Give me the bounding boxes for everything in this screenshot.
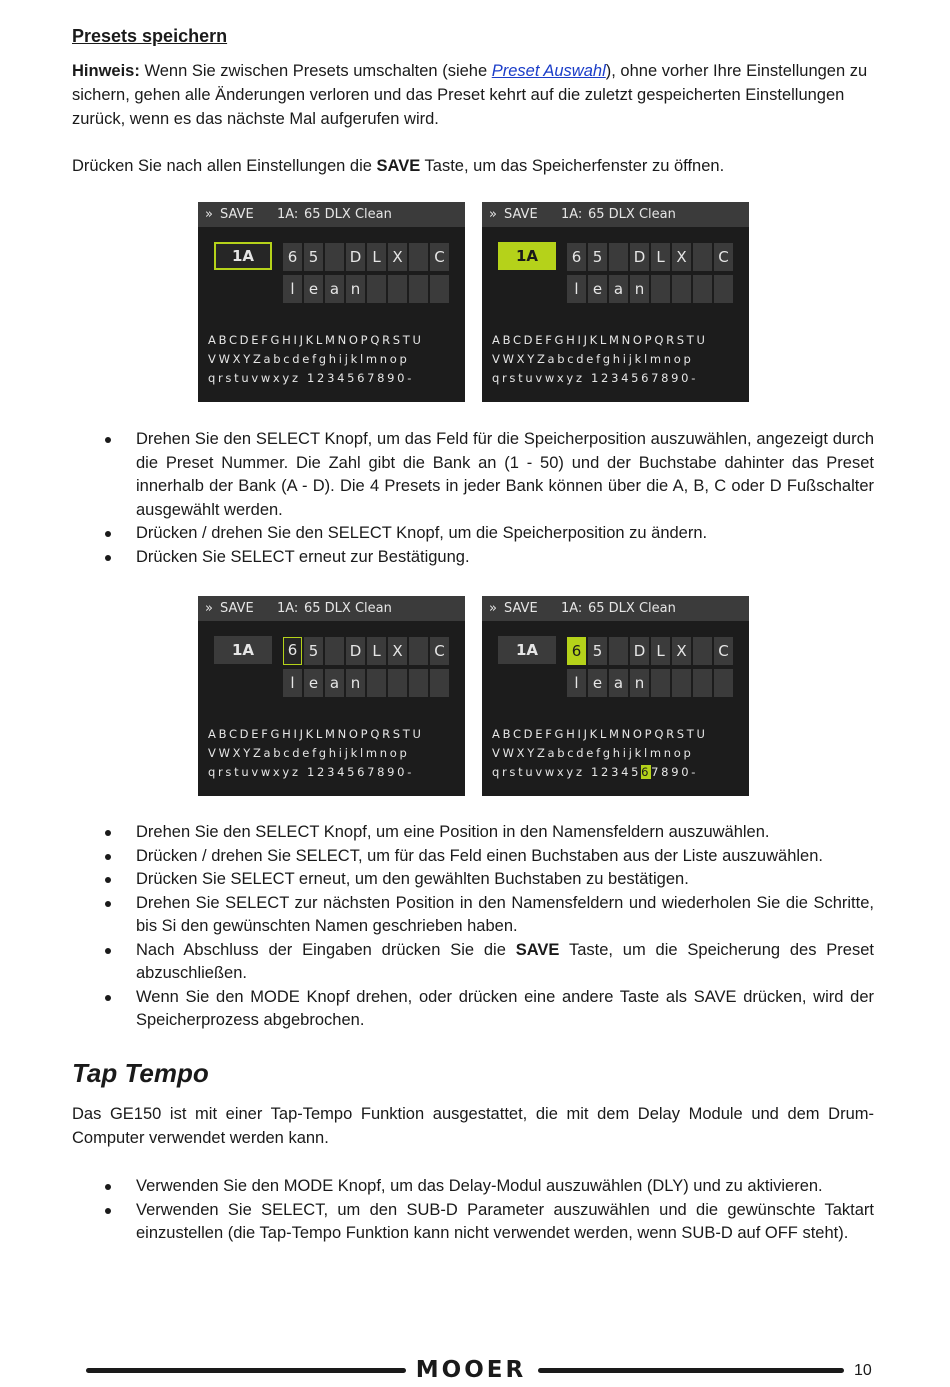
lcd-name-cell: n [630,275,649,303]
lcd-name-cell: 5 [588,243,607,271]
lcd-name-cell [693,243,712,271]
lcd-name-cell: 5 [304,637,323,665]
lcd-name-cell: 5 [588,637,607,665]
lcd-save-label: SAVE [504,207,538,222]
bullet-item: Drücken / drehen Sie SELECT, um für das Feld einen Buchstaben aus der Liste auszuwählen. [72,845,874,869]
lcd-name-cell: C [714,243,733,271]
lcd-preset-name: 65 DLX Clean [588,601,676,616]
lcd-name-cell: e [304,669,323,697]
lcd-name-cell: n [346,275,365,303]
lcd-name-cell: e [304,275,323,303]
lcd-name-cell: a [325,275,344,303]
double-chevron-icon: » [489,207,497,222]
lcd-name-cell [693,275,712,303]
lcd-name-grid [283,637,451,699]
lcd-preset-name: 65 DLX Clean [304,207,392,222]
lcd-name-cell: a [325,669,344,697]
lcd-name-cell: C [430,243,449,271]
page-number: 10 [854,1362,872,1379]
lcd-name-cell [367,275,386,303]
lcd-screens-row-2 [198,596,750,797]
lcd-name-cell: L [367,243,386,271]
lcd-name-cell: D [630,243,649,271]
lcd-screen-char-outline [198,596,465,796]
mooer-logo: MOOER [415,1357,527,1383]
lcd-name-cell [714,669,733,697]
footer-rule-left [86,1368,406,1373]
lcd-name-cell [672,669,691,697]
lcd-name-cell [409,243,428,271]
lcd-slot-field: 1A [498,636,556,664]
bullet-item: Drücken / drehen Sie den SELECT Knopf, um die Speicherposition zu ändern. [72,522,874,546]
lcd-preset-name: 65 DLX Clean [588,207,676,222]
bullet-text-end: Taste, um die Speicherung des Preset abzuschließen. [136,940,874,982]
lcd-name-cell: a [609,669,628,697]
lcd-name-grid [283,243,451,305]
bullet-text-start: Nach Abschluss der Eingaben drücken Sie die [136,940,516,959]
lcd-name-cell [672,275,691,303]
lcd-header [198,596,465,621]
lcd-name-cell [609,637,628,665]
lcd-name-cell [430,275,449,303]
lcd-name-cell: 6 [283,637,302,665]
note-text-start: Wenn Sie zwischen Presets umschalten (siehe [139,62,492,80]
lcd-name-cell [609,243,628,271]
lcd-name-cell: D [630,637,649,665]
lcd-save-label: SAVE [220,207,254,222]
section-heading-tap-tempo: Tap Tempo [72,1058,209,1088]
lcd-char-row: VWXYZabcdefghijklmnop [208,352,410,366]
lcd-char-row: qrstuvwxyz 1234567890- [492,371,699,385]
lcd-char-row: VWXYZabcdefghijklmnop [492,746,694,760]
lcd-char-row: qrstuvwxyz 1234567890- [208,371,415,385]
lcd-preset-id: 1A: [561,601,583,616]
lcd-char-row: qrstuvwxyz 1234567890- [208,765,415,779]
page-footer [0,1355,950,1387]
lcd-screen-slot-outline [198,202,465,402]
bullet-list-2 [72,821,874,1033]
lcd-name-cell: a [609,275,628,303]
lcd-name-cell: C [714,637,733,665]
double-chevron-icon: » [205,601,213,616]
lcd-name-cell [367,669,386,697]
lcd-name-cell [409,275,428,303]
tap-tempo-intro: Das GE150 ist mit einer Tap-Tempo Funktion ausgestattet, die mit dem Delay Module und dem Drum-Computer verwendet werden kann. [72,1105,874,1147]
lcd-name-cell: l [567,275,586,303]
lcd-name-cell: X [388,637,407,665]
lcd-name-cell [693,669,712,697]
lcd-screen-slot-selected [482,202,749,402]
bullet-item: Wenn Sie den MODE Knopf drehen, oder drücken eine andere Taste als SAVE drücken, wird der Speicherprozess abgebrochen. [72,986,874,1033]
lcd-char-row: ABCDEFGHIJKLMNOPQRSTU [492,333,708,347]
lcd-name-cell [714,275,733,303]
bullet-item: Drehen Sie SELECT zur nächsten Position in den Namensfeldern und wiederholen Sie die Schritte, bis Si den gewünschten Namen geschrieben haben. [72,892,874,939]
lcd-name-cell: 6 [567,243,586,271]
lcd-char-row: ABCDEFGHIJKLMNOPQRSTU [492,727,708,741]
lcd-preset-name: 65 DLX Clean [304,601,392,616]
lcd-char-row: ABCDEFGHIJKLMNOPQRSTU [208,333,424,347]
lcd-name-cell [388,669,407,697]
save-instruction-paragraph [72,154,874,178]
lcd-save-label: SAVE [504,601,538,616]
lcd-name-cell: e [588,669,607,697]
lcd-char-row: VWXYZabcdefghijklmnop [208,746,410,760]
save-keyword: SAVE [515,940,560,959]
lcd-name-cell [388,275,407,303]
lcd-preset-id: 1A: [561,207,583,222]
lcd-name-grid [567,637,735,699]
lcd-char-row: qrstuvwxyz 1234567890- [492,765,699,779]
bullet-item: Drehen Sie den SELECT Knopf, um eine Position in den Namensfeldern auszuwählen. [72,821,874,845]
bullet-item: Drücken Sie SELECT erneut, um den gewählten Buchstaben zu bestätigen. [72,868,874,892]
bullet-item: Verwenden Sie SELECT, um den SUB-D Parameter auszuwählen und die gewünschte Taktart einzustellen (die Tap-Tempo Funktion kann nicht verwendet werden, wenn SUB-D auf OFF steht). [72,1199,874,1246]
lcd-name-cell: 6 [283,243,302,271]
lcd-header [198,202,465,227]
note-text-end: ), ohne vorher Ihre Einstellungen zu sichern, gehen alle Änderungen verloren und das Preset kehrt auf die zuletzt gespeicherten Einstellungen zurück, wenn es das nächste Mal aufgerufen wird. [72,62,868,128]
double-chevron-icon: » [205,207,213,222]
lcd-char-row: VWXYZabcdefghijklmnop [492,352,694,366]
lcd-name-cell: X [388,243,407,271]
save-keyword: SAVE [376,157,421,175]
lcd-preset-id: 1A: [277,601,299,616]
lcd-name-cell [409,637,428,665]
lcd-name-cell: D [346,637,365,665]
bullet-item: Drehen Sie den SELECT Knopf, um das Feld für die Speicherposition auszuwählen, angezeigt durch die Preset Nummer. Die Zahl gibt die Bank an (1 - 50) und der Buchstabe dahinter das Preset innerhalb der Bank (A - D). Die 4 Presets in jeder Bank können über die A, B, C oder D Fußschalter ausgewählt werden. [72,428,874,522]
save-instruction-end: Taste, um das Speicherfenster zu öffnen. [420,157,725,175]
preset-auswahl-link[interactable]: Preset Auswahl [491,62,606,80]
bullet-list-3 [72,1175,874,1246]
lcd-name-cell: l [567,669,586,697]
lcd-name-cell: l [283,275,302,303]
lcd-name-cell [651,669,670,697]
lcd-name-cell: X [672,637,691,665]
lcd-slot-field: 1A [214,636,272,664]
lcd-slot-field: 1A [214,242,272,270]
lcd-char-highlight: 6 [641,765,652,779]
lcd-header [482,596,749,621]
lcd-name-cell [651,275,670,303]
lcd-name-cell: e [588,275,607,303]
lcd-name-cell: n [630,669,649,697]
lcd-name-cell: D [346,243,365,271]
lcd-name-cell: L [651,637,670,665]
note-paragraph [72,59,874,131]
lcd-screen-char-selected [482,596,749,796]
lcd-screens-row-1 [198,202,750,403]
lcd-name-cell: L [367,637,386,665]
bullet-item: Verwenden Sie den MODE Knopf, um das Delay-Modul auszuwählen (DLY) und zu aktivieren. [72,1175,874,1199]
lcd-name-cell: n [346,669,365,697]
lcd-name-cell [409,669,428,697]
save-instruction-start: Drücken Sie nach allen Einstellungen die [72,157,377,175]
note-label: Hinweis: [72,62,140,80]
lcd-name-cell: X [672,243,691,271]
bullet-list-1 [72,428,874,569]
lcd-name-cell: l [283,669,302,697]
footer-rule-right [538,1368,844,1373]
lcd-name-cell [325,243,344,271]
lcd-name-cell: L [651,243,670,271]
lcd-name-cell: 5 [304,243,323,271]
lcd-name-cell: C [430,637,449,665]
lcd-name-grid [567,243,735,305]
lcd-name-cell [325,637,344,665]
lcd-name-cell: 6 [567,637,586,665]
lcd-header [482,202,749,227]
lcd-save-label: SAVE [220,601,254,616]
lcd-slot-field: 1A [498,242,556,270]
lcd-name-cell [693,637,712,665]
double-chevron-icon: » [489,601,497,616]
lcd-char-row: ABCDEFGHIJKLMNOPQRSTU [208,727,424,741]
bullet-item [72,939,874,986]
section-heading-presets-speichern: Presets speichern [72,26,228,46]
lcd-name-cell [430,669,449,697]
bullet-item: Drücken Sie SELECT erneut zur Bestätigung. [72,546,874,570]
lcd-preset-id: 1A: [277,207,299,222]
